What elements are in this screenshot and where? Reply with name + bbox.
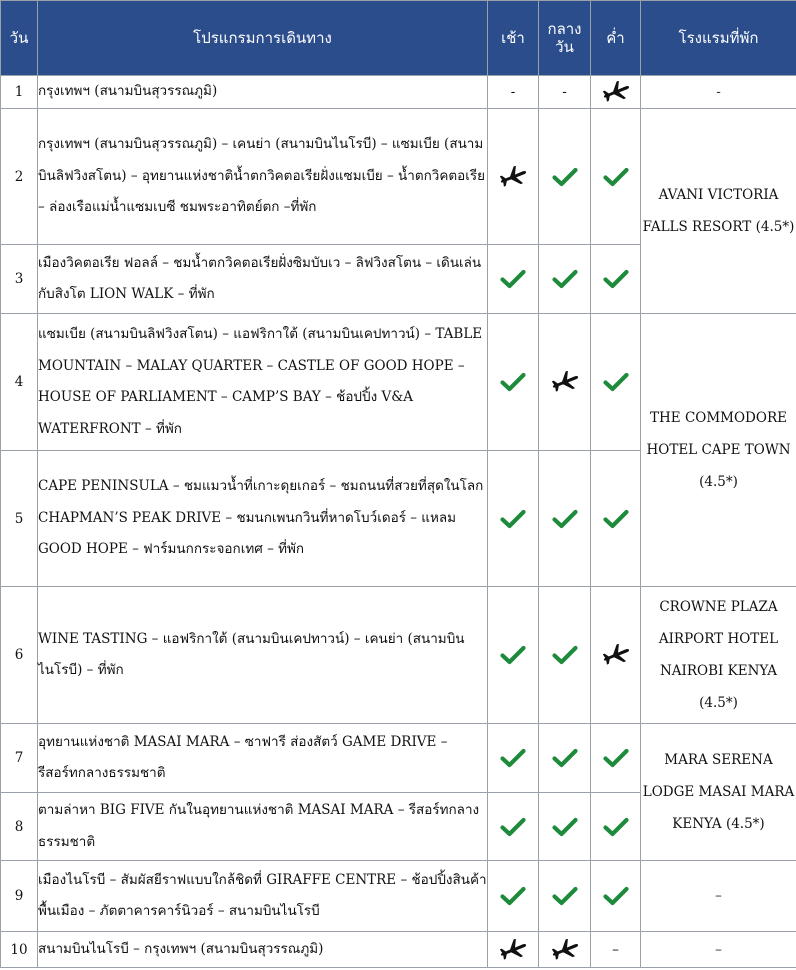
breakfast-cell: [488, 793, 539, 861]
lunch-cell: [539, 861, 591, 932]
check-icon: [552, 509, 578, 529]
day-number: 3: [1, 245, 38, 314]
program-text: อุทยานแห่งชาติ MASAI MARA – ซาฟารี ส่องสัตว์ GAME DRIVE – รีสอร์ทกลางธรรมชาติ: [38, 724, 488, 793]
header-lunch: [539, 1, 591, 76]
check-icon: [500, 817, 526, 837]
dinner-cell: [591, 314, 641, 451]
day-number: 1: [1, 76, 38, 109]
header-breakfast: เช้า: [488, 1, 539, 76]
header-lunch-line2: วัน: [555, 38, 574, 56]
check-icon: [552, 817, 578, 837]
dinner-cell: [591, 109, 641, 245]
check-icon: [552, 748, 578, 768]
header-program: โปรแกรมการเดินทาง: [38, 1, 488, 76]
dinner-cell: [591, 587, 641, 724]
lunch-cell: [539, 587, 591, 724]
hotel-cell: -: [641, 76, 796, 109]
header-lunch-line1: กลาง: [547, 20, 582, 38]
plane-icon: [498, 939, 528, 961]
dinner-cell: [591, 793, 641, 861]
check-icon: [500, 269, 526, 289]
check-icon: [552, 645, 578, 665]
program-text: CAPE PENINSULA – ชมแมวน้ำที่เกาะดุยเกอร์ – ชมถนนที่สวยที่สุดในโลก CHAPMAN’S PEAK DRIVE – ชมนกเพนกวินที่หาดโบว์เดอร์ – แหลม GOOD HOPE – ฟาร์มนกกระจอกเทศ – ที่พัก: [38, 451, 488, 587]
breakfast-cell: [488, 109, 539, 245]
program-text: เมืองไนโรบี – สัมผัสยีราฟแบบใกล้ชิดที่ GIRAFFE CENTRE – ช้อปปิ้งสินค้าพื้นเมือง – ภัตตาคารคาร์นิวอร์ – สนามบินไนโรบี: [38, 861, 488, 932]
program-text: กรุงเทพฯ (สนามบินสุวรรณภูมิ): [38, 76, 488, 109]
dinner-cell: [591, 76, 641, 109]
check-icon: [603, 372, 629, 392]
check-icon: [552, 886, 578, 906]
check-icon: [500, 645, 526, 665]
table-row: [1, 587, 796, 724]
program-text: WINE TASTING – แอฟริกาใต้ (สนามบินเคปทาวน์) – เคนย่า (สนามบินไนโรบี) – ที่พัก: [38, 587, 488, 724]
lunch-cell: [539, 793, 591, 861]
hotel-cell: AVANI VICTORIA FALLS RESORT (4.5*): [641, 109, 796, 314]
header-hotel: โรงแรมที่พัก: [641, 1, 796, 76]
header-dinner: ค่ำ: [591, 1, 641, 76]
day-number: 8: [1, 793, 38, 861]
hotel-cell: CROWNE PLAZA AIRPORT HOTEL NAIROBI KENYA (4.5*): [641, 587, 796, 724]
day-number: 10: [1, 932, 38, 968]
dinner-cell: [591, 724, 641, 793]
breakfast-cell: [488, 932, 539, 968]
breakfast-cell: [488, 451, 539, 587]
check-icon: [500, 372, 526, 392]
program-text: กรุงเทพฯ (สนามบินสุวรรณภูมิ) – เคนย่า (สนามบินไนโรบี) – แซมเบีย (สนามบินลิฟวิงสโตน) – อุทยานแห่งชาติน้ำตกวิคตอเรียฝั่งแซมเบีย – น้ำตกวิคตอเรีย – ล่องเรือแม่น้ำแซมเบซี ชมพระอาทิตย์ตก –ที่พัก: [38, 109, 488, 245]
lunch-cell: [539, 314, 591, 451]
check-icon: [552, 167, 578, 187]
program-text: ตามล่าหา BIG FIVE กันในอุทยานแห่งชาติ MASAI MARA – รีสอร์ทกลางธรรมชาติ: [38, 793, 488, 861]
check-icon: [603, 509, 629, 529]
plane-icon: [498, 166, 528, 188]
plane-icon: [550, 939, 580, 961]
hotel-cell: –: [641, 932, 796, 968]
lunch-cell: [539, 109, 591, 245]
table-row: [1, 314, 796, 451]
dinner-cell: [591, 451, 641, 587]
plane-icon: [550, 371, 580, 393]
day-number: 9: [1, 861, 38, 932]
table-row: [1, 109, 796, 245]
table-row: [1, 932, 796, 968]
day-number: 5: [1, 451, 38, 587]
breakfast-cell: [488, 314, 539, 451]
hotel-cell: THE COMMODORE HOTEL CAPE TOWN (4.5*): [641, 314, 796, 587]
plane-icon: [601, 81, 631, 103]
dinner-cell: –: [591, 932, 641, 968]
dinner-cell: [591, 861, 641, 932]
breakfast-cell: [488, 724, 539, 793]
check-icon: [603, 748, 629, 768]
hotel-cell: –: [641, 861, 796, 932]
program-text: เมืองวิคตอเรีย ฟอลล์ – ชมน้ำตกวิคตอเรียฝั่งซิมบับเว – ลิฟวิงสโตน – เดินเล่นกับสิงโต LION WALK – ที่พัก: [38, 245, 488, 314]
table-row: [1, 76, 796, 109]
program-text: แซมเบีย (สนามบินลิฟวิงสโตน) – แอฟริกาใต้ (สนามบินเคปทาวน์) – TABLE MOUNTAIN – MALAY QUARTER – CASTLE OF GOOD HOPE – HOUSE OF PARLIAMENT – CAMP’S BAY – ช้อปปิ้ง V&A WATERFRONT – ที่พัก: [38, 314, 488, 451]
lunch-cell: [539, 451, 591, 587]
table-row: [1, 724, 796, 793]
day-number: 2: [1, 109, 38, 245]
header-row: [1, 1, 796, 76]
lunch-cell: -: [539, 76, 591, 109]
day-number: 7: [1, 724, 38, 793]
check-icon: [603, 269, 629, 289]
breakfast-cell: -: [488, 76, 539, 109]
check-icon: [500, 509, 526, 529]
program-text: สนามบินไนโรบี – กรุงเทพฯ (สนามบินสุวรรณภูมิ): [38, 932, 488, 968]
check-icon: [500, 748, 526, 768]
breakfast-cell: [488, 861, 539, 932]
check-icon: [603, 886, 629, 906]
table-row: [1, 861, 796, 932]
header-day: วัน: [1, 1, 38, 76]
lunch-cell: [539, 245, 591, 314]
breakfast-cell: [488, 587, 539, 724]
breakfast-cell: [488, 245, 539, 314]
hotel-cell: MARA SERENA LODGE MASAI MARA KENYA (4.5*): [641, 724, 796, 861]
check-icon: [603, 167, 629, 187]
day-number: 6: [1, 587, 38, 724]
dinner-cell: [591, 245, 641, 314]
day-number: 4: [1, 314, 38, 451]
check-icon: [500, 886, 526, 906]
plane-icon: [601, 644, 631, 666]
lunch-cell: [539, 932, 591, 968]
check-icon: [552, 269, 578, 289]
check-icon: [603, 817, 629, 837]
lunch-cell: [539, 724, 591, 793]
